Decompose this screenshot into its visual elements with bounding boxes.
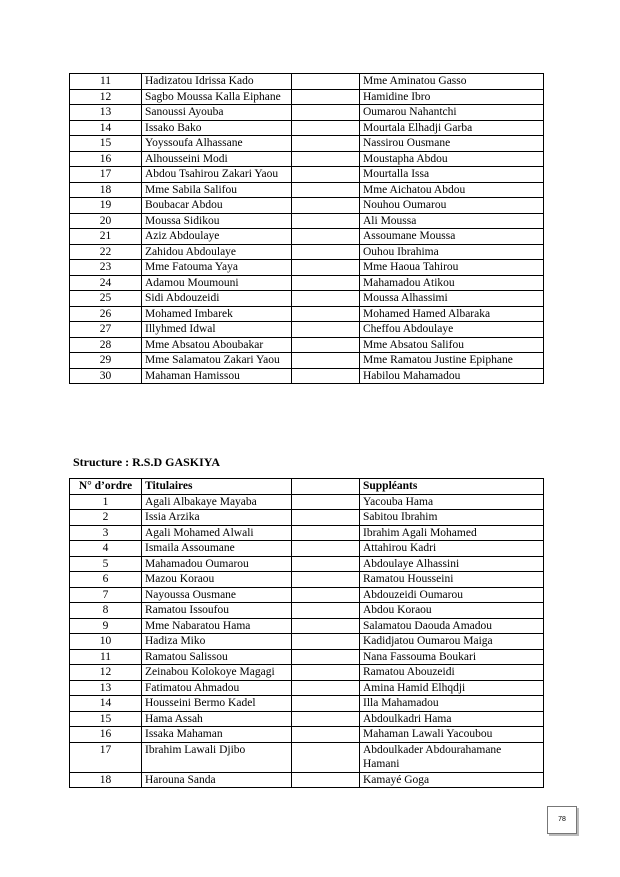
suppleant-cell: Mme Absatou Salifou — [360, 337, 544, 353]
suppleant-cell: Mahamadou Atikou — [360, 275, 544, 291]
order-number-cell: 2 — [70, 510, 142, 526]
table-row — [70, 136, 544, 152]
titulaire-cell: Ismaila Assoumane — [142, 541, 292, 557]
suppleant-cell: Ouhou Ibrahima — [360, 244, 544, 260]
titulaire-cell: Mme Sabila Salifou — [142, 182, 292, 198]
order-number-cell: 23 — [70, 260, 142, 276]
titulaire-cell: Abdou Tsahirou Zakari Yaou — [142, 167, 292, 183]
titulaire-cell: Mme Salamatou Zakari Yaou — [142, 353, 292, 369]
order-number-cell: 4 — [70, 541, 142, 557]
suppleant-cell: Illa Mahamadou — [360, 696, 544, 712]
table-row — [70, 120, 544, 136]
table-row — [70, 649, 544, 665]
table-row — [70, 556, 544, 572]
table-row — [70, 525, 544, 541]
suppleant-cell: Amina Hamid Elhqdji — [360, 680, 544, 696]
titulaire-cell: Zeinabou Kolokoye Magagi — [142, 665, 292, 681]
order-number-cell: 18 — [70, 772, 142, 788]
order-number-cell: 3 — [70, 525, 142, 541]
titulaire-cell: Yoyssoufa Alhassane — [142, 136, 292, 152]
order-number-cell: 14 — [70, 696, 142, 712]
empty-cell — [292, 618, 360, 634]
table-row — [70, 572, 544, 588]
order-number-cell: 12 — [70, 665, 142, 681]
titulaire-cell: Ibrahim Lawali Djibo — [142, 742, 292, 772]
suppleant-cell: Kamayé Goga — [360, 772, 544, 788]
titulaire-cell: Hadizatou Idrissa Kado — [142, 74, 292, 90]
suppleant-cell: Ramatou Housseini — [360, 572, 544, 588]
empty-cell — [292, 74, 360, 90]
titulaire-cell: Zahidou Abdoulaye — [142, 244, 292, 260]
titulaire-cell: Sagbo Moussa Kalla Eiphane — [142, 89, 292, 105]
members-table-continued — [69, 73, 544, 384]
order-number-cell: 14 — [70, 120, 142, 136]
header-suppleants: Suppléants — [360, 479, 544, 495]
empty-cell — [292, 494, 360, 510]
suppleant-cell: Moustapha Abdou — [360, 151, 544, 167]
table-row — [70, 229, 544, 245]
suppleant-cell: Mohamed Hamed Albaraka — [360, 306, 544, 322]
suppleant-cell: Mourtala Elhadji Garba — [360, 120, 544, 136]
suppleant-cell: Abdoulkadri Hama — [360, 711, 544, 727]
order-number-cell: 27 — [70, 322, 142, 338]
table-row — [70, 634, 544, 650]
table-row — [70, 368, 544, 384]
order-number-cell: 6 — [70, 572, 142, 588]
table-row — [70, 260, 544, 276]
suppleant-cell: Cheffou Abdoulaye — [360, 322, 544, 338]
suppleant-cell: Oumarou Nahantchi — [360, 105, 544, 121]
table-row — [70, 213, 544, 229]
table-row — [70, 711, 544, 727]
empty-cell — [292, 291, 360, 307]
table-header-row — [70, 479, 544, 495]
titulaire-cell: Mahaman Hamissou — [142, 368, 292, 384]
empty-cell — [292, 649, 360, 665]
suppleant-cell: Mourtalla Issa — [360, 167, 544, 183]
table-row — [70, 587, 544, 603]
titulaire-cell: Agali Mohamed Alwali — [142, 525, 292, 541]
empty-cell — [292, 665, 360, 681]
empty-cell — [292, 572, 360, 588]
empty-cell — [292, 727, 360, 743]
empty-cell — [292, 510, 360, 526]
table-row — [70, 353, 544, 369]
titulaire-cell: Issako Bako — [142, 120, 292, 136]
empty-cell — [292, 368, 360, 384]
empty-cell — [292, 353, 360, 369]
empty-cell — [292, 772, 360, 788]
order-number-cell: 18 — [70, 182, 142, 198]
empty-cell — [292, 587, 360, 603]
empty-cell — [292, 275, 360, 291]
page-number: 78 — [547, 806, 577, 834]
suppleant-cell: Abdou Koraou — [360, 603, 544, 619]
empty-cell — [292, 634, 360, 650]
titulaire-cell: Adamou Moumouni — [142, 275, 292, 291]
empty-cell — [292, 306, 360, 322]
table-row — [70, 541, 544, 557]
suppleant-cell: Nana Fassouma Boukari — [360, 649, 544, 665]
table-row — [70, 291, 544, 307]
table-row — [70, 337, 544, 353]
suppleant-cell: Mme Aminatou Gasso — [360, 74, 544, 90]
suppleant-cell: Mme Ramatou Justine Epiphane — [360, 353, 544, 369]
table-row — [70, 306, 544, 322]
table-row — [70, 618, 544, 634]
empty-cell — [292, 525, 360, 541]
table-row — [70, 727, 544, 743]
titulaire-cell: Mazou Koraou — [142, 572, 292, 588]
titulaire-cell: Nayoussa Ousmane — [142, 587, 292, 603]
order-number-cell: 19 — [70, 198, 142, 214]
suppleant-cell: Ibrahim Agali Mohamed — [360, 525, 544, 541]
structure-heading: Structure : R.S.D GASKIYA — [73, 455, 221, 469]
titulaire-cell: Mohamed Imbarek — [142, 306, 292, 322]
titulaire-cell: Agali Albakaye Mayaba — [142, 494, 292, 510]
suppleant-cell: Abdoulaye Alhassini — [360, 556, 544, 572]
empty-cell — [292, 260, 360, 276]
order-number-cell: 16 — [70, 151, 142, 167]
titulaire-cell: Sidi Abdouzeidi — [142, 291, 292, 307]
suppleant-cell: Abdouzeidi Oumarou — [360, 587, 544, 603]
header-titulaires: Titulaires — [142, 479, 292, 495]
table-row — [70, 510, 544, 526]
order-number-cell: 28 — [70, 337, 142, 353]
empty-cell — [292, 198, 360, 214]
table-row — [70, 74, 544, 90]
order-number-cell: 20 — [70, 213, 142, 229]
titulaire-cell: Mme Nabaratou Hama — [142, 618, 292, 634]
empty-cell — [292, 151, 360, 167]
empty-cell — [292, 322, 360, 338]
suppleant-cell: Mme Haoua Tahirou — [360, 260, 544, 276]
order-number-cell: 22 — [70, 244, 142, 260]
suppleant-cell: Habilou Mahamadou — [360, 368, 544, 384]
titulaire-cell: Mme Fatouma Yaya — [142, 260, 292, 276]
suppleant-cell: Sabitou Ibrahim — [360, 510, 544, 526]
titulaire-cell: Housseini Bermo Kadel — [142, 696, 292, 712]
order-number-cell: 11 — [70, 649, 142, 665]
suppleant-cell: Ramatou Abouzeidi — [360, 665, 544, 681]
suppleant-cell: Hamidine Ibro — [360, 89, 544, 105]
titulaire-cell: Ramatou Salissou — [142, 649, 292, 665]
empty-cell — [292, 136, 360, 152]
header-order-number: N° d’ordre — [70, 479, 142, 495]
suppleant-cell: Kadidjatou Oumarou Maiga — [360, 634, 544, 650]
suppleant-cell: Yacouba Hama — [360, 494, 544, 510]
table-row — [70, 151, 544, 167]
empty-cell — [292, 541, 360, 557]
suppleant-cell: Mme Aichatou Abdou — [360, 182, 544, 198]
table-row — [70, 244, 544, 260]
titulaire-cell: Mme Absatou Aboubakar — [142, 337, 292, 353]
titulaire-cell: Ramatou Issoufou — [142, 603, 292, 619]
order-number-cell: 15 — [70, 136, 142, 152]
suppleant-cell: Nouhou Oumarou — [360, 198, 544, 214]
empty-cell — [292, 742, 360, 772]
order-number-cell: 7 — [70, 587, 142, 603]
order-number-cell: 11 — [70, 74, 142, 90]
suppleant-cell: Salamatou Daouda Amadou — [360, 618, 544, 634]
order-number-cell: 15 — [70, 711, 142, 727]
table-row — [70, 696, 544, 712]
titulaire-cell: Alhousseini Modi — [142, 151, 292, 167]
empty-cell — [292, 711, 360, 727]
suppleant-cell: Ali Moussa — [360, 213, 544, 229]
titulaire-cell: Hama Assah — [142, 711, 292, 727]
table-row — [70, 105, 544, 121]
titulaire-cell: Harouna Sanda — [142, 772, 292, 788]
titulaire-cell: Issaka Mahaman — [142, 727, 292, 743]
suppleant-cell: Nassirou Ousmane — [360, 136, 544, 152]
order-number-cell: 17 — [70, 742, 142, 772]
titulaire-cell: Issia Arzika — [142, 510, 292, 526]
suppleant-cell: Moussa Alhassimi — [360, 291, 544, 307]
table-row — [70, 89, 544, 105]
suppleant-cell: Mahaman Lawali Yacoubou — [360, 727, 544, 743]
table-row — [70, 275, 544, 291]
table-row — [70, 182, 544, 198]
table-row — [70, 603, 544, 619]
order-number-cell: 30 — [70, 368, 142, 384]
order-number-cell: 13 — [70, 680, 142, 696]
order-number-cell: 8 — [70, 603, 142, 619]
table-row — [70, 494, 544, 510]
suppleant-cell: Attahirou Kadri — [360, 541, 544, 557]
table-row — [70, 167, 544, 183]
titulaire-cell: Mahamadou Oumarou — [142, 556, 292, 572]
empty-cell — [292, 167, 360, 183]
table-row — [70, 322, 544, 338]
empty-cell — [292, 556, 360, 572]
empty-cell — [292, 213, 360, 229]
order-number-cell: 21 — [70, 229, 142, 245]
gaskiya-members-table — [69, 478, 544, 788]
table-row — [70, 198, 544, 214]
empty-cell — [292, 120, 360, 136]
order-number-cell: 10 — [70, 634, 142, 650]
titulaire-cell: Hadiza Miko — [142, 634, 292, 650]
titulaire-cell: Illyhmed Idwal — [142, 322, 292, 338]
empty-cell — [292, 680, 360, 696]
titulaire-cell: Moussa Sidikou — [142, 213, 292, 229]
empty-cell — [292, 89, 360, 105]
empty-cell — [292, 105, 360, 121]
empty-cell — [292, 244, 360, 260]
empty-cell — [292, 696, 360, 712]
order-number-cell: 1 — [70, 494, 142, 510]
suppleant-cell: Assoumane Moussa — [360, 229, 544, 245]
table-row — [70, 665, 544, 681]
empty-cell — [292, 603, 360, 619]
titulaire-cell: Fatimatou Ahmadou — [142, 680, 292, 696]
titulaire-cell: Boubacar Abdou — [142, 198, 292, 214]
order-number-cell: 5 — [70, 556, 142, 572]
table-row — [70, 680, 544, 696]
order-number-cell: 13 — [70, 105, 142, 121]
table-row — [70, 742, 544, 772]
empty-cell — [292, 182, 360, 198]
titulaire-cell: Aziz Abdoulaye — [142, 229, 292, 245]
titulaire-cell: Sanoussi Ayouba — [142, 105, 292, 121]
order-number-cell: 17 — [70, 167, 142, 183]
header-gap — [292, 479, 360, 495]
order-number-cell: 12 — [70, 89, 142, 105]
order-number-cell: 25 — [70, 291, 142, 307]
suppleant-cell: Abdoulkader Abdourahamane Hamani — [360, 742, 544, 772]
table-row — [70, 772, 544, 788]
order-number-cell: 29 — [70, 353, 142, 369]
empty-cell — [292, 337, 360, 353]
order-number-cell: 9 — [70, 618, 142, 634]
order-number-cell: 26 — [70, 306, 142, 322]
order-number-cell: 24 — [70, 275, 142, 291]
order-number-cell: 16 — [70, 727, 142, 743]
empty-cell — [292, 229, 360, 245]
